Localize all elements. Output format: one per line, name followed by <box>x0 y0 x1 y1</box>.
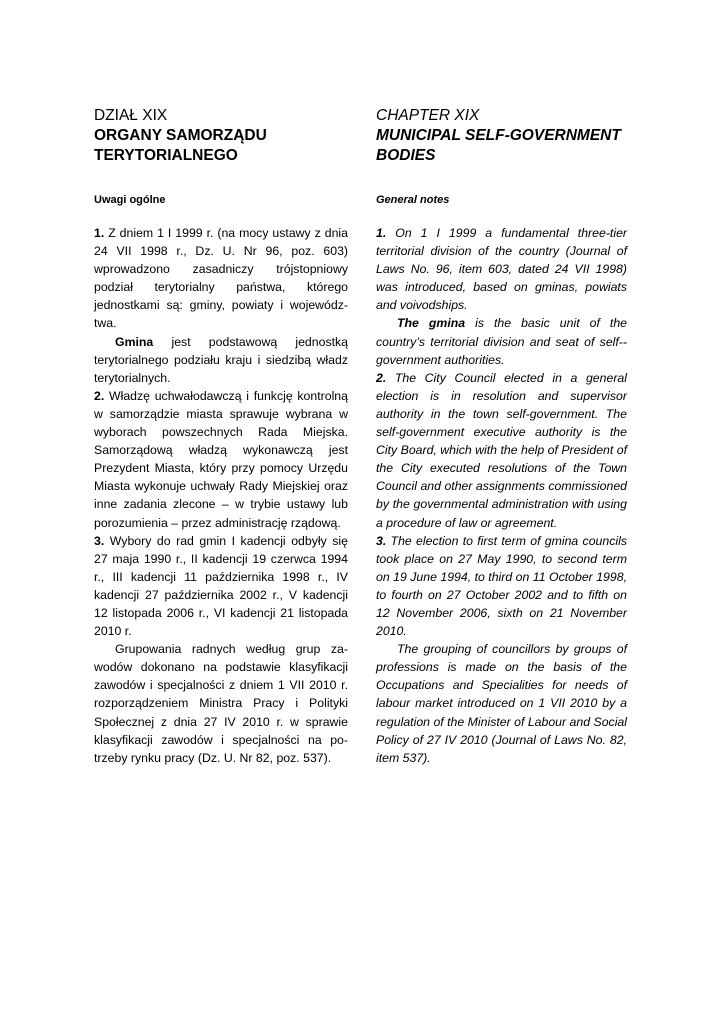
polish-chapter-title-line1: ORGANY SAMORZĄDU <box>94 127 267 144</box>
english-section-heading: General notes <box>376 194 450 206</box>
english-paragraph-4 <box>376 532 627 641</box>
english-paragraph-3 <box>376 369 627 532</box>
english-p1-text: On 1 I 1999 a fundamental three-tier territorial division of the country (Journal of Laws No. 96, item 603, dated 24 VII 1998) was introduced, based on gminas, powiats and voivodships. <box>376 226 627 313</box>
polish-paragraph-2 <box>94 333 348 387</box>
english-p2-text: is the basic unit of the country’s territorial division and seat of self--government authorities. <box>376 316 627 367</box>
polish-chapter-number: DZIAŁ XIX <box>94 107 168 124</box>
english-p2-keyword: The gmina <box>397 316 466 331</box>
english-paragraph-2 <box>376 314 627 368</box>
polish-body <box>94 224 348 767</box>
english-body <box>376 224 627 767</box>
english-p4-text: The election to first term of gmina councils took place on 27 May 1990, to second term on 19 June 1994, to third on 11 October 1998, to fourth on 27 October 2002 and to fifth on 12 November 2006, sixth on 21 November 2010. <box>376 533 627 639</box>
english-chapter-title-line1: MUNICIPAL SELF-GOVERNMENT <box>376 127 621 144</box>
polish-p2-text: jest podstawową jednostką terytorialnego podziału kraju i siedzibą władz terytorialnych. <box>94 334 348 385</box>
polish-paragraph-5: Grupowania radnych według grup zawodów dokonano na podstawie klasyfikacji zawodów i specjalności z dniem 1 VII 2010 r. rozporządzeniem Ministra Pracy i Polityki Społecznej z dnia 27 IV 2010 r. w sprawie klasyfikacji zawodów i specjalności na potrzeby rynku pracy (Dz. U. Nr 82, poz. 537). <box>94 642 348 765</box>
polish-p1-number: 1. <box>94 226 105 240</box>
polish-paragraph-1 <box>94 224 348 333</box>
english-p1-number: 1. <box>376 226 387 240</box>
english-paragraph-1 <box>376 224 627 314</box>
polish-p4-number: 3. <box>94 533 105 548</box>
polish-paragraph-3 <box>94 387 348 532</box>
english-p3-text: The City Council elected in a general election is in resolution and supervisor authority in the town self-government. The self-government executive authority is the City Board, which with the help of President of the City executed resolutions of the Town Council and other assignments commissioned by the governmental administration with using a procedure of law or agreement. <box>376 370 627 530</box>
english-chapter-title-line2: BODIES <box>376 147 436 164</box>
english-paragraph-5: The grouping of councillors by groups of professions is made on the basis of the Occupations and Specialities for needs of labour market introduced on 1 VII 2010 by a regulation of the Minister of Labour and Social Policy of 27 IV 2010 (Journal of Laws No. 82, item 537). <box>376 642 627 765</box>
polish-p4-text: Wybory do rad gmin I kadencji odbyły się 27 maja 1990 r., II kadencji 19 czerwca 1994 r., III kadencji 11 października 1998 r., IV kadencji 27 października 2002 r., V kadencji 12 listopada 2006 r., VI kadencji 21 listopada 2010 r. <box>94 533 348 639</box>
polish-p3-text: Władzę uchwałodawczą i funkcję kontrolną w samorządzie miasta sprawuje wybrana w wyborach powszechnych Rada Miejska. Samorządową władzą wykonawczą jest Prezydent Miasta, który przy pomocy Urzędu Miasta wykonuje uchwały Rady Miejskiej oraz inne zadania zlecone – w trybie ustawy lub porozumienia – przez administrację rządową. <box>94 388 348 530</box>
polish-p1-text: Z dniem 1 I 1999 r. (na mocy ustawy z dnia 24 VII 1998 r., Dz. U. Nr 96, poz. 603) wprowadzono zasadniczy trójstopniowy podział terytorialny państwa, którego jednostkami są: gminy, powiaty i województwa. <box>94 226 348 331</box>
polish-p2-keyword: Gmina <box>115 334 154 349</box>
polish-chapter-title-line2: TERYTORIALNEGO <box>94 147 238 164</box>
polish-chapter-header <box>94 106 348 166</box>
polish-paragraph-4 <box>94 532 348 641</box>
polish-section-heading: Uwagi ogólne <box>94 194 166 206</box>
english-p3-number: 2. <box>376 370 387 385</box>
english-chapter-header <box>376 106 627 166</box>
english-p4-number: 3. <box>376 533 387 548</box>
english-chapter-number: CHAPTER XIX <box>376 107 480 124</box>
polish-p3-number: 2. <box>94 388 105 403</box>
